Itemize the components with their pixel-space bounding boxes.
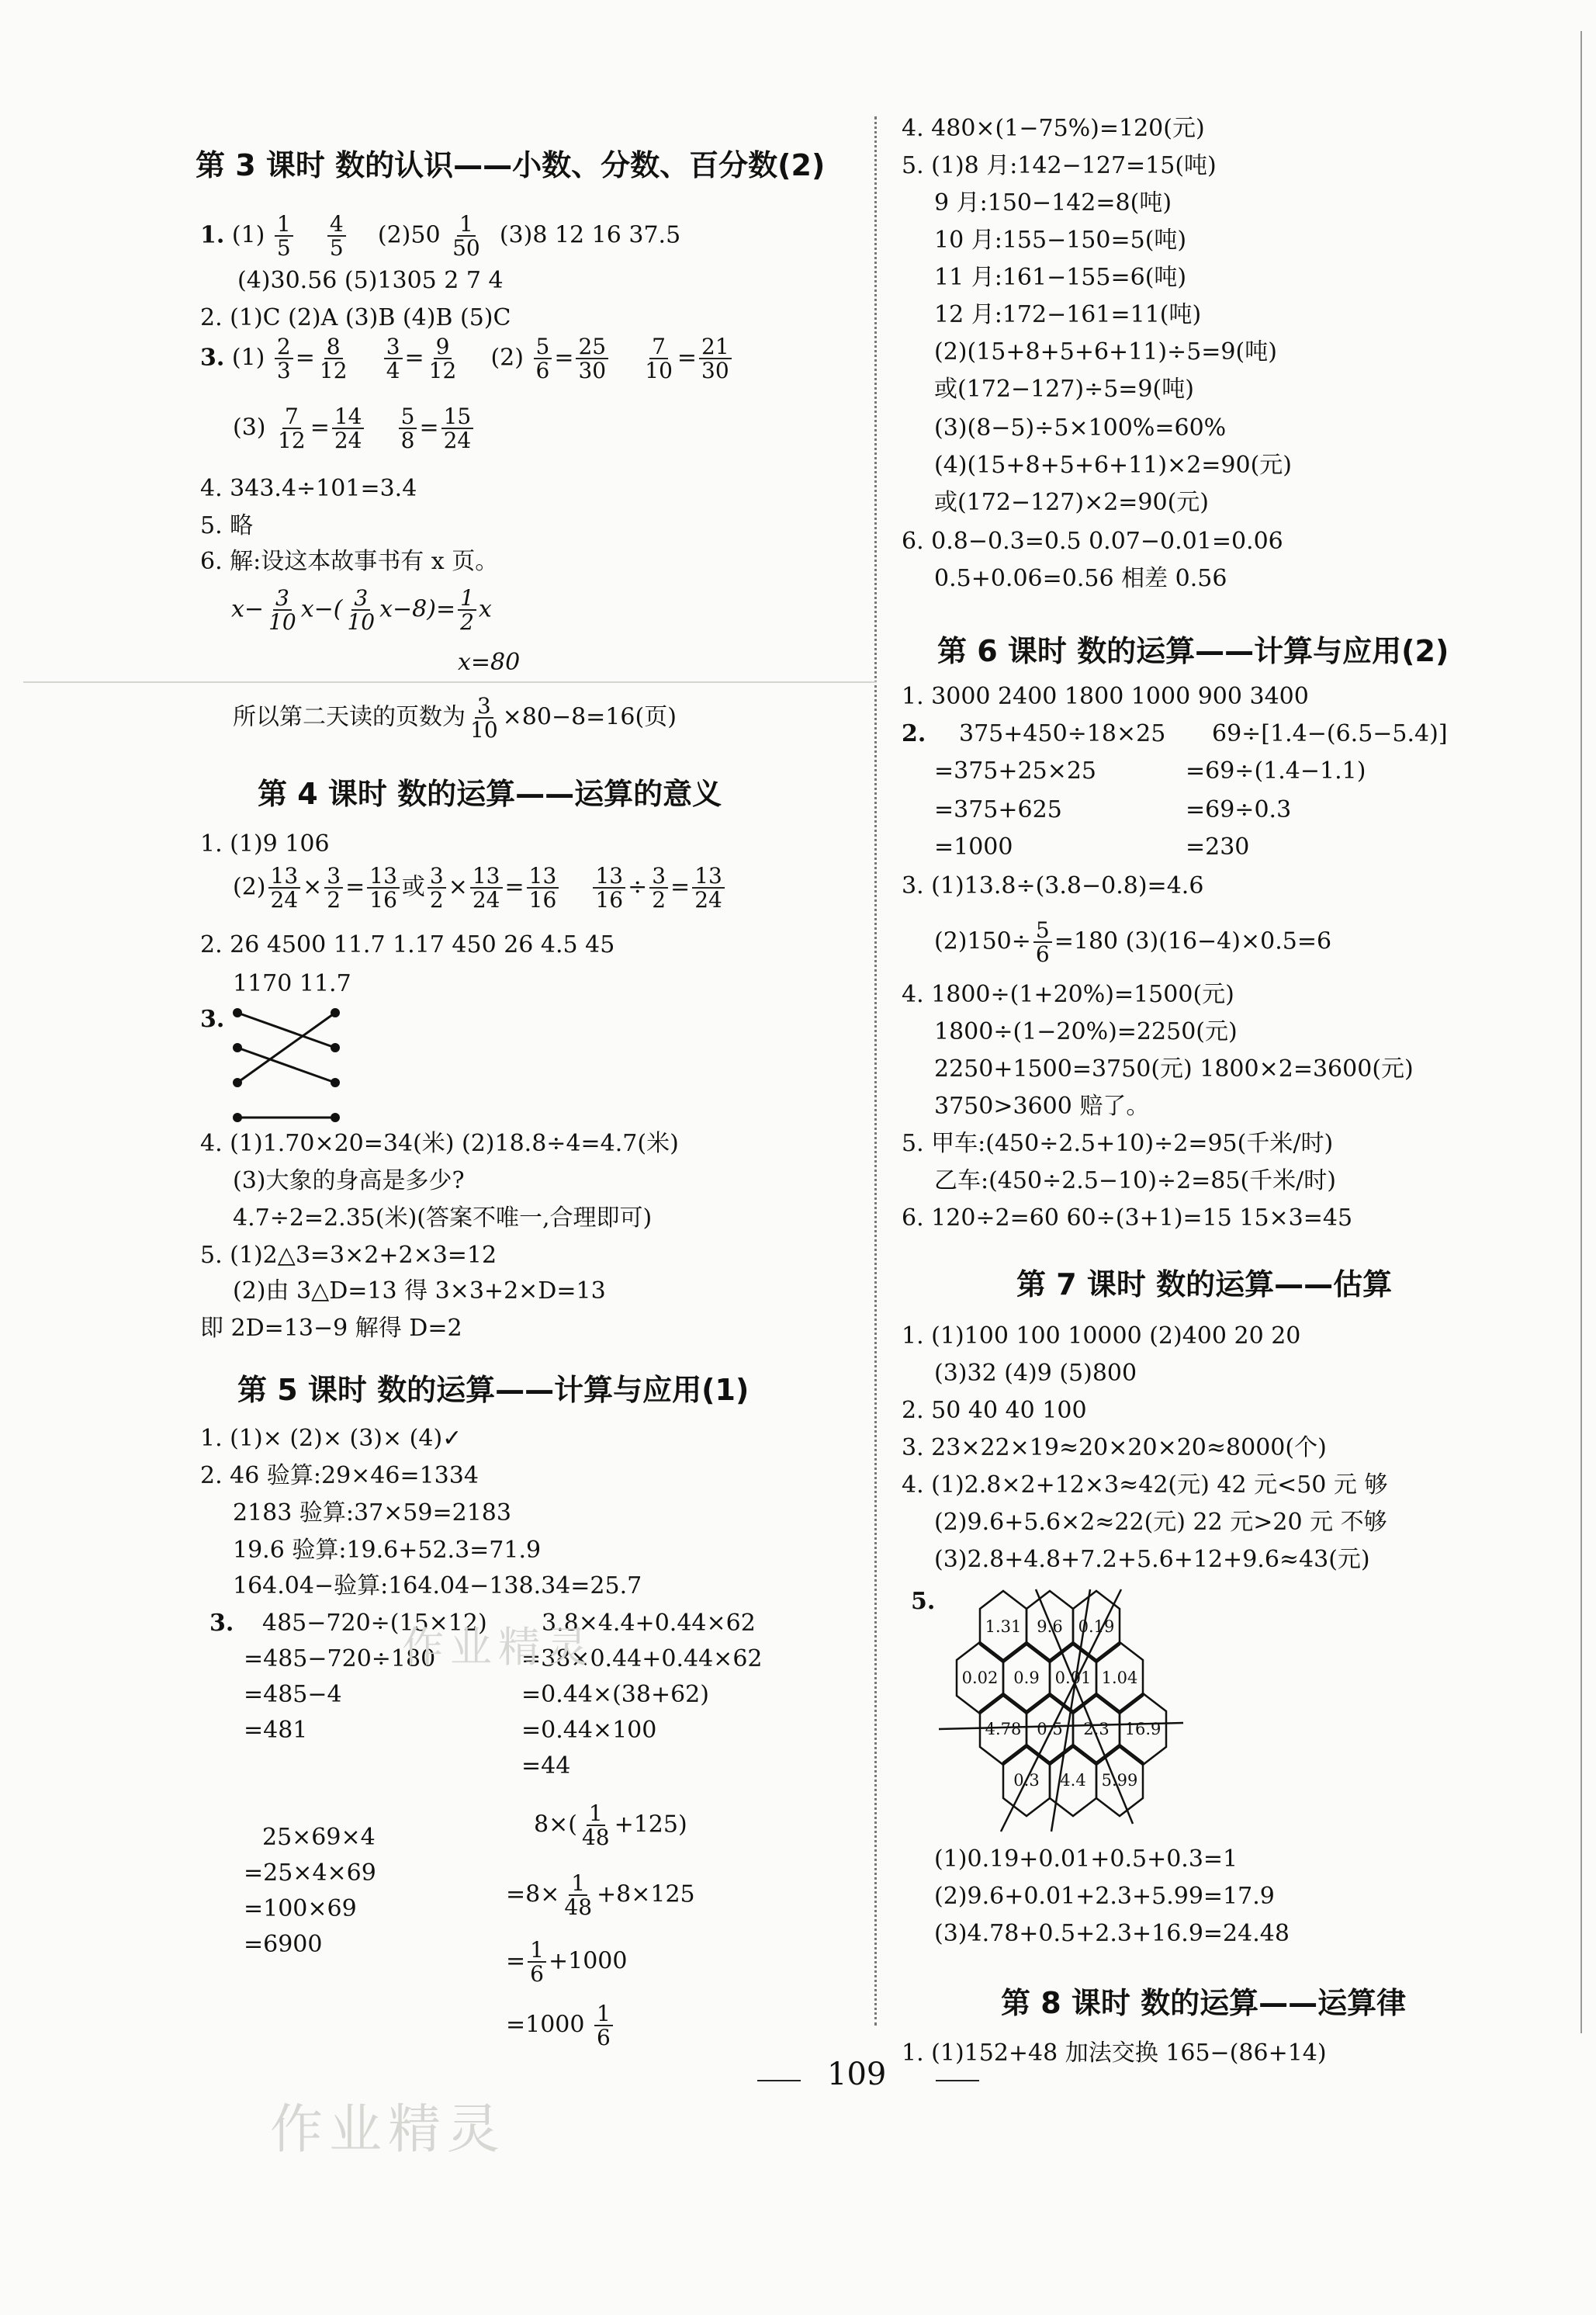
l5-calc-1-line4: =481	[244, 1717, 308, 1744]
column-divider	[874, 116, 877, 2026]
fraction: $\frac{3}{2}$	[428, 865, 446, 912]
l7-q1-line1: 1. (1)100 100 10000 (2)400 20 20	[902, 1322, 1301, 1350]
fraction: $\frac{3}{10}$	[347, 585, 376, 636]
l5-calc-2-line1: 3.8×4.4+0.44×62	[542, 1610, 756, 1637]
l4-q5-line3: 即 2D=13−9 解得 D=2	[200, 1315, 462, 1342]
hex-value: 0.02	[961, 1669, 999, 1687]
l6-q3-line1: 3. (1)13.8÷(3.8−0.8)=4.6	[902, 872, 1204, 899]
q-num: 3.	[200, 344, 225, 372]
section-title-lesson-4: 第 4 课时 数的运算——运算的意义	[258, 777, 722, 811]
l7-q3: 3. 23×22×19≈20×20×20≈8000(个)	[902, 1434, 1327, 1461]
fraction: $\frac{3}{2}$	[649, 865, 668, 912]
r-q5-line7: 或(172−127)÷5=9(吨)	[934, 376, 1194, 403]
hex-value: 0.3	[1013, 1771, 1040, 1790]
section-title-lesson-5: 第 5 课时 数的运算——计算与应用(1)	[237, 1373, 750, 1407]
fraction: $\frac{25}{30}$	[576, 335, 608, 383]
r-q5-line6: (2)(15+8+5+6+11)÷5=9(吨)	[934, 338, 1277, 366]
l3-q6: 6. 解:设这本故事书有 x 页。	[200, 548, 499, 575]
l6-q4-line2: 1800÷(1−20%)=2250(元)	[934, 1018, 1238, 1045]
l6-q4-line4: 3750>3600 赔了。	[934, 1093, 1150, 1120]
fraction: $\frac{13}{16}$	[367, 865, 400, 912]
r-q5-line10: 或(172−127)×2=90(元)	[934, 489, 1210, 516]
l5-q2-line4: 164.04−验算:164.04−138.34=25.7	[233, 1572, 642, 1599]
l3-q1-line1	[200, 213, 680, 260]
l5-q2-line2: 2183 验算:37×59=2183	[233, 1499, 511, 1527]
l6-calc-2-line2: =69÷(1.4−1.1)	[1186, 757, 1366, 785]
section-title-lesson-3: 第 3 课时 数的认识——小数、分数、百分数(2)	[196, 148, 826, 182]
l3-q1-line2: (4)30.56 (5)1305 2 7 4	[237, 267, 504, 294]
hex-value: 0.5	[1037, 1720, 1063, 1738]
l5-calc-4-line1: 8×( $\frac{1}{48}$ +125)	[534, 1800, 687, 1851]
l6-q5-line1: 5. 甲车:(450÷2.5+10)÷2=95(千米/时)	[902, 1130, 1334, 1157]
l3-q3-line1: 3. (1) $\frac{2}{3}$ = $\frac{8}{12}$ $\frac{3}{4}$ = $\frac{9}{12}$ (2) $\frac{5}{6}$ = $\frac{25}{30}$ $\frac{7}{10}$ = $\frac{21}{30}$	[200, 335, 734, 383]
page-number-dash-right	[936, 2080, 979, 2081]
section-title-lesson-6: 第 6 课时 数的运算——计算与应用(2)	[937, 634, 1449, 668]
l3-q4: 4. 343.4÷101=3.4	[200, 475, 417, 502]
l6-calc-2-line1: 69÷[1.4−(6.5−5.4)]	[1212, 720, 1448, 747]
l4-q4-line2: (3)大象的身高是多少?	[233, 1167, 465, 1194]
match-dot	[331, 1078, 340, 1087]
fraction: $\frac{3}{10}$	[268, 585, 296, 636]
fraction: $\frac{1}{5}$	[275, 213, 293, 260]
section-title-lesson-8: 第 8 课时 数的运算——运算律	[1001, 1986, 1407, 2020]
l4-q4-line1: 4. (1)1.70×20=34(米) (2)18.8÷4=4.7(米)	[200, 1130, 679, 1157]
r-q5-line2: 9 月:150−142=8(吨)	[934, 189, 1172, 217]
hex-value: 5.99	[1101, 1771, 1138, 1790]
match-line	[237, 1013, 335, 1048]
scan-fold-line	[23, 681, 877, 683]
fraction: $\frac{1}{6}$	[528, 1939, 546, 1986]
part-label: (1)	[231, 221, 265, 249]
watermark: 作业精灵	[270, 2099, 507, 2161]
l5-calc-2-line5: =44	[521, 1752, 571, 1780]
fraction: $\frac{3}{10}$	[470, 693, 498, 743]
l5-calc-2-line4: =0.44×100	[521, 1717, 657, 1744]
page-number-dash-left	[757, 2080, 801, 2081]
l7-q1-line2: (3)32 (4)9 (5)800	[934, 1360, 1137, 1387]
l5-calc-1-line3: =485−4	[244, 1681, 342, 1708]
fraction: $\frac{5}{6}$	[1033, 919, 1052, 966]
l5-calc-1-line1: 485−720÷(15×12)	[262, 1610, 487, 1637]
l5-calc-2-line3: =0.44×(38+62)	[521, 1681, 709, 1708]
r-q5-line5: 12 月:172−161=11(吨)	[934, 301, 1202, 328]
fraction: $\frac{5}{6}$	[534, 335, 552, 383]
l3-q5: 5. 略	[200, 512, 254, 539]
l7-q5-ans3: (3)4.78+0.5+2.3+16.9=24.48	[934, 1920, 1290, 1947]
l6-q5-line2: 乙车:(450÷2.5−10)÷2=85(千米/时)	[934, 1167, 1336, 1194]
l3-q3-line2: (3) $\frac{7}{12}$ = $\frac{14}{24}$ $\frac{5}{8}$ = $\frac{15}{24}$	[233, 405, 476, 452]
l7-q4-line2: (2)9.6+5.6×2≈22(元) 22 元>20 元 不够	[934, 1509, 1387, 1536]
l5-q3-label: 3.	[209, 1610, 234, 1637]
match-dot	[233, 1008, 242, 1017]
fraction: $\frac{14}{24}$	[332, 405, 365, 452]
l6-q1: 1. 3000 2400 1800 1000 900 3400	[902, 683, 1309, 710]
l6-calc-1-line2: =375+25×25	[934, 757, 1097, 785]
match-dot	[331, 1113, 340, 1122]
l3-q6-equation: x− $\frac{3}{10}$ x−( $\frac{3}{10}$ x−8)= $\frac{1}{2}$ x	[231, 585, 492, 636]
l5-calc-3-line2: =25×4×69	[244, 1859, 376, 1887]
fraction: $\frac{3}{2}$	[324, 865, 343, 912]
part-label: (3)	[233, 414, 266, 442]
answer-text: (3)8 12 16 37.5	[499, 221, 681, 249]
fraction: $\frac{8}{12}$	[319, 334, 348, 384]
fraction: $\frac{13}{24}$	[692, 865, 725, 912]
hex-value: 4.4	[1060, 1771, 1086, 1790]
l4-q3-label: 3.	[200, 1006, 225, 1033]
fraction: $\frac{1}{6}$	[594, 2002, 613, 2050]
r-q5-line1: 5. (1)8 月:142−127=15(吨)	[902, 152, 1217, 179]
l3-q6-answer: 所以第二天读的页数为 $\frac{3}{10}$ ×80−8=16(页)	[233, 693, 677, 743]
hex-value: 0.9	[1013, 1669, 1040, 1687]
l4-q2-line1: 2. 26 4500 11.7 1.17 450 26 4.5 45	[200, 931, 615, 958]
l5-calc-3-line4: =6900	[244, 1931, 323, 1958]
watermark-faint: 作业精灵	[402, 1623, 594, 1672]
l4-q5-line2: (2)由 3△D=13 得 3×3+2×D=13	[233, 1277, 606, 1305]
fraction: $\frac{7}{12}$	[278, 404, 306, 454]
l4-q2-line2: 1170 11.7	[233, 970, 351, 997]
l6-q4-line3: 2250+1500=3750(元) 1800×2=3600(元)	[934, 1055, 1414, 1083]
l6-calc-1-line3: =375+625	[934, 796, 1062, 823]
l5-calc-1-line2: =485−720÷180	[244, 1645, 436, 1672]
match-dot	[233, 1078, 242, 1087]
l7-q4-line3: (3)2.8+4.8+7.2+5.6+12+9.6≈43(元)	[934, 1546, 1370, 1573]
fraction: $\frac{13}{24}$	[268, 865, 301, 912]
l5-q1: 1. (1)× (2)× (3)× (4)✓	[200, 1425, 462, 1452]
l3-q6-result: x=80	[458, 649, 521, 676]
fraction: $\frac{1}{48}$	[581, 1800, 610, 1851]
l6-q6: 6. 120÷2=60 60÷(3+1)=15 15×3=45	[902, 1204, 1353, 1232]
fraction: $\frac{13}{16}$	[593, 865, 625, 912]
part-label: (2)50	[377, 221, 441, 249]
fraction: $\frac{15}{24}$	[441, 405, 474, 452]
hex-value: 9.6	[1037, 1617, 1063, 1636]
l6-q3-line2: (2)150÷ $\frac{5}{6}$ =180 (3)(16−4)×0.5=6	[934, 917, 1332, 968]
fraction: $\frac{4}{5}$	[327, 213, 346, 260]
fraction: $\frac{5}{8}$	[399, 405, 417, 452]
l4-q1-part2: (2) $\frac{13}{24}$ × $\frac{3}{2}$ = $\frac{13}{16}$ 或 $\frac{3}{2}$ × $\frac{13}{24}$ = $\frac{13}{16}$ $\frac{13}{16}$ ÷ $\frac{3}{2}$ = $\frac{13}{24}$	[233, 865, 727, 912]
hex-value: 1.31	[985, 1617, 1022, 1636]
hex-value: 2.3	[1083, 1720, 1110, 1738]
l6-calc-1-line4: =1000	[934, 833, 1013, 861]
l3-q2: 2. (1)C (2)A (3)B (4)B (5)C	[200, 304, 511, 331]
l8-q1: 1. (1)152+48 加法交换 165−(86+14)	[902, 2039, 1327, 2067]
l6-calc-1-line1: 375+450÷18×25	[959, 720, 1166, 747]
page-number: 109	[827, 2057, 887, 2092]
r-q6-line2: 0.5+0.06=0.56 相差 0.56	[934, 565, 1227, 592]
q-num: 1.	[200, 221, 225, 249]
l5-calc-4-line2: =8× $\frac{1}{48}$ +8×125	[506, 1870, 695, 1921]
r-q4: 4. 480×(1−75%)=120(元)	[902, 115, 1205, 142]
l5-calc-3-line1: 25×69×4	[262, 1824, 376, 1851]
l7-q5-ans2: (2)9.6+0.01+2.3+5.99=17.9	[934, 1883, 1275, 1910]
l5-calc-4-line4: =1000 $\frac{1}{6}$	[506, 2002, 615, 2050]
l5-q2-line3: 19.6 验算:19.6+52.3=71.9	[233, 1537, 542, 1564]
match-dot	[233, 1043, 242, 1052]
r-q6-line1: 6. 0.8−0.3=0.5 0.07−0.01=0.06	[902, 528, 1283, 555]
l6-q4-line1: 4. 1800÷(1+20%)=1500(元)	[902, 981, 1234, 1008]
fraction: $\frac{9}{12}$	[428, 334, 457, 384]
fraction: $\frac{7}{10}$	[645, 334, 673, 384]
r-q5-line3: 10 月:155−150=5(吨)	[934, 227, 1187, 254]
matching-diagram	[225, 1001, 349, 1133]
l4-q1: 1. (1)9 106	[200, 830, 330, 858]
page-edge-line	[1580, 31, 1582, 2033]
l6-q2-label: 2.	[902, 720, 926, 747]
fraction: $\frac{13}{16}$	[527, 865, 559, 912]
r-q5-line8: (3)(8−5)÷5×100%=60%	[934, 414, 1227, 442]
part-label: (1)	[231, 344, 265, 372]
l5-calc-4-line3: = $\frac{1}{6}$ +1000	[506, 1937, 628, 1988]
match-dot	[233, 1113, 242, 1122]
fraction: $\frac{1}{48}$	[564, 1870, 593, 1921]
l5-calc-2-line2: =38×0.44+0.44×62	[521, 1645, 763, 1672]
fraction: $\frac{3}{4}$	[384, 335, 403, 383]
l4-q4-line3: 4.7÷2=2.35(米)(答案不唯一,合理即可)	[233, 1204, 653, 1232]
section-title-lesson-7: 第 7 课时 数的运算——估算	[1016, 1267, 1393, 1301]
match-line	[237, 1048, 335, 1083]
l4-q5-line1: 5. (1)2△3=3×2+2×3=12	[200, 1242, 497, 1269]
l6-calc-2-line3: =69÷0.3	[1186, 796, 1292, 823]
r-q5-line4: 11 月:161−155=6(吨)	[934, 264, 1187, 291]
hex-value: 1.04	[1101, 1669, 1138, 1687]
fraction: $\frac{1}{2}$	[458, 587, 476, 634]
match-dot	[331, 1008, 340, 1017]
l7-q4-line1: 4. (1)2.8×2+12×3≈42(元) 42 元<50 元 够	[902, 1471, 1388, 1499]
l5-q2-line1: 2. 46 验算:29×46=1334	[200, 1462, 479, 1489]
fraction: $\frac{13}{24}$	[470, 865, 503, 912]
l7-q5-label: 5.	[911, 1588, 936, 1615]
hex-value: 4.78	[985, 1720, 1022, 1738]
l6-calc-2-line4: =230	[1186, 833, 1250, 861]
fraction: $\frac{1}{50}$	[452, 211, 480, 262]
l7-q2: 2. 50 40 40 100	[902, 1397, 1087, 1424]
hexagon-puzzle	[935, 1583, 1191, 1839]
l5-calc-3-line3: =100×69	[244, 1895, 357, 1922]
hex-value: 0.19	[1078, 1617, 1115, 1636]
hex-value: 16.9	[1124, 1720, 1162, 1738]
match-dot	[331, 1043, 340, 1052]
fraction: $\frac{2}{3}$	[275, 335, 293, 383]
fraction: $\frac{21}{30}$	[699, 335, 732, 383]
hex-value: 0.01	[1054, 1669, 1092, 1687]
part-label: (2)	[490, 344, 524, 372]
match-line	[237, 1013, 335, 1083]
r-q5-line9: (4)(15+8+5+6+11)×2=90(元)	[934, 452, 1293, 479]
l7-q5-ans1: (1)0.19+0.01+0.5+0.3=1	[934, 1845, 1238, 1873]
